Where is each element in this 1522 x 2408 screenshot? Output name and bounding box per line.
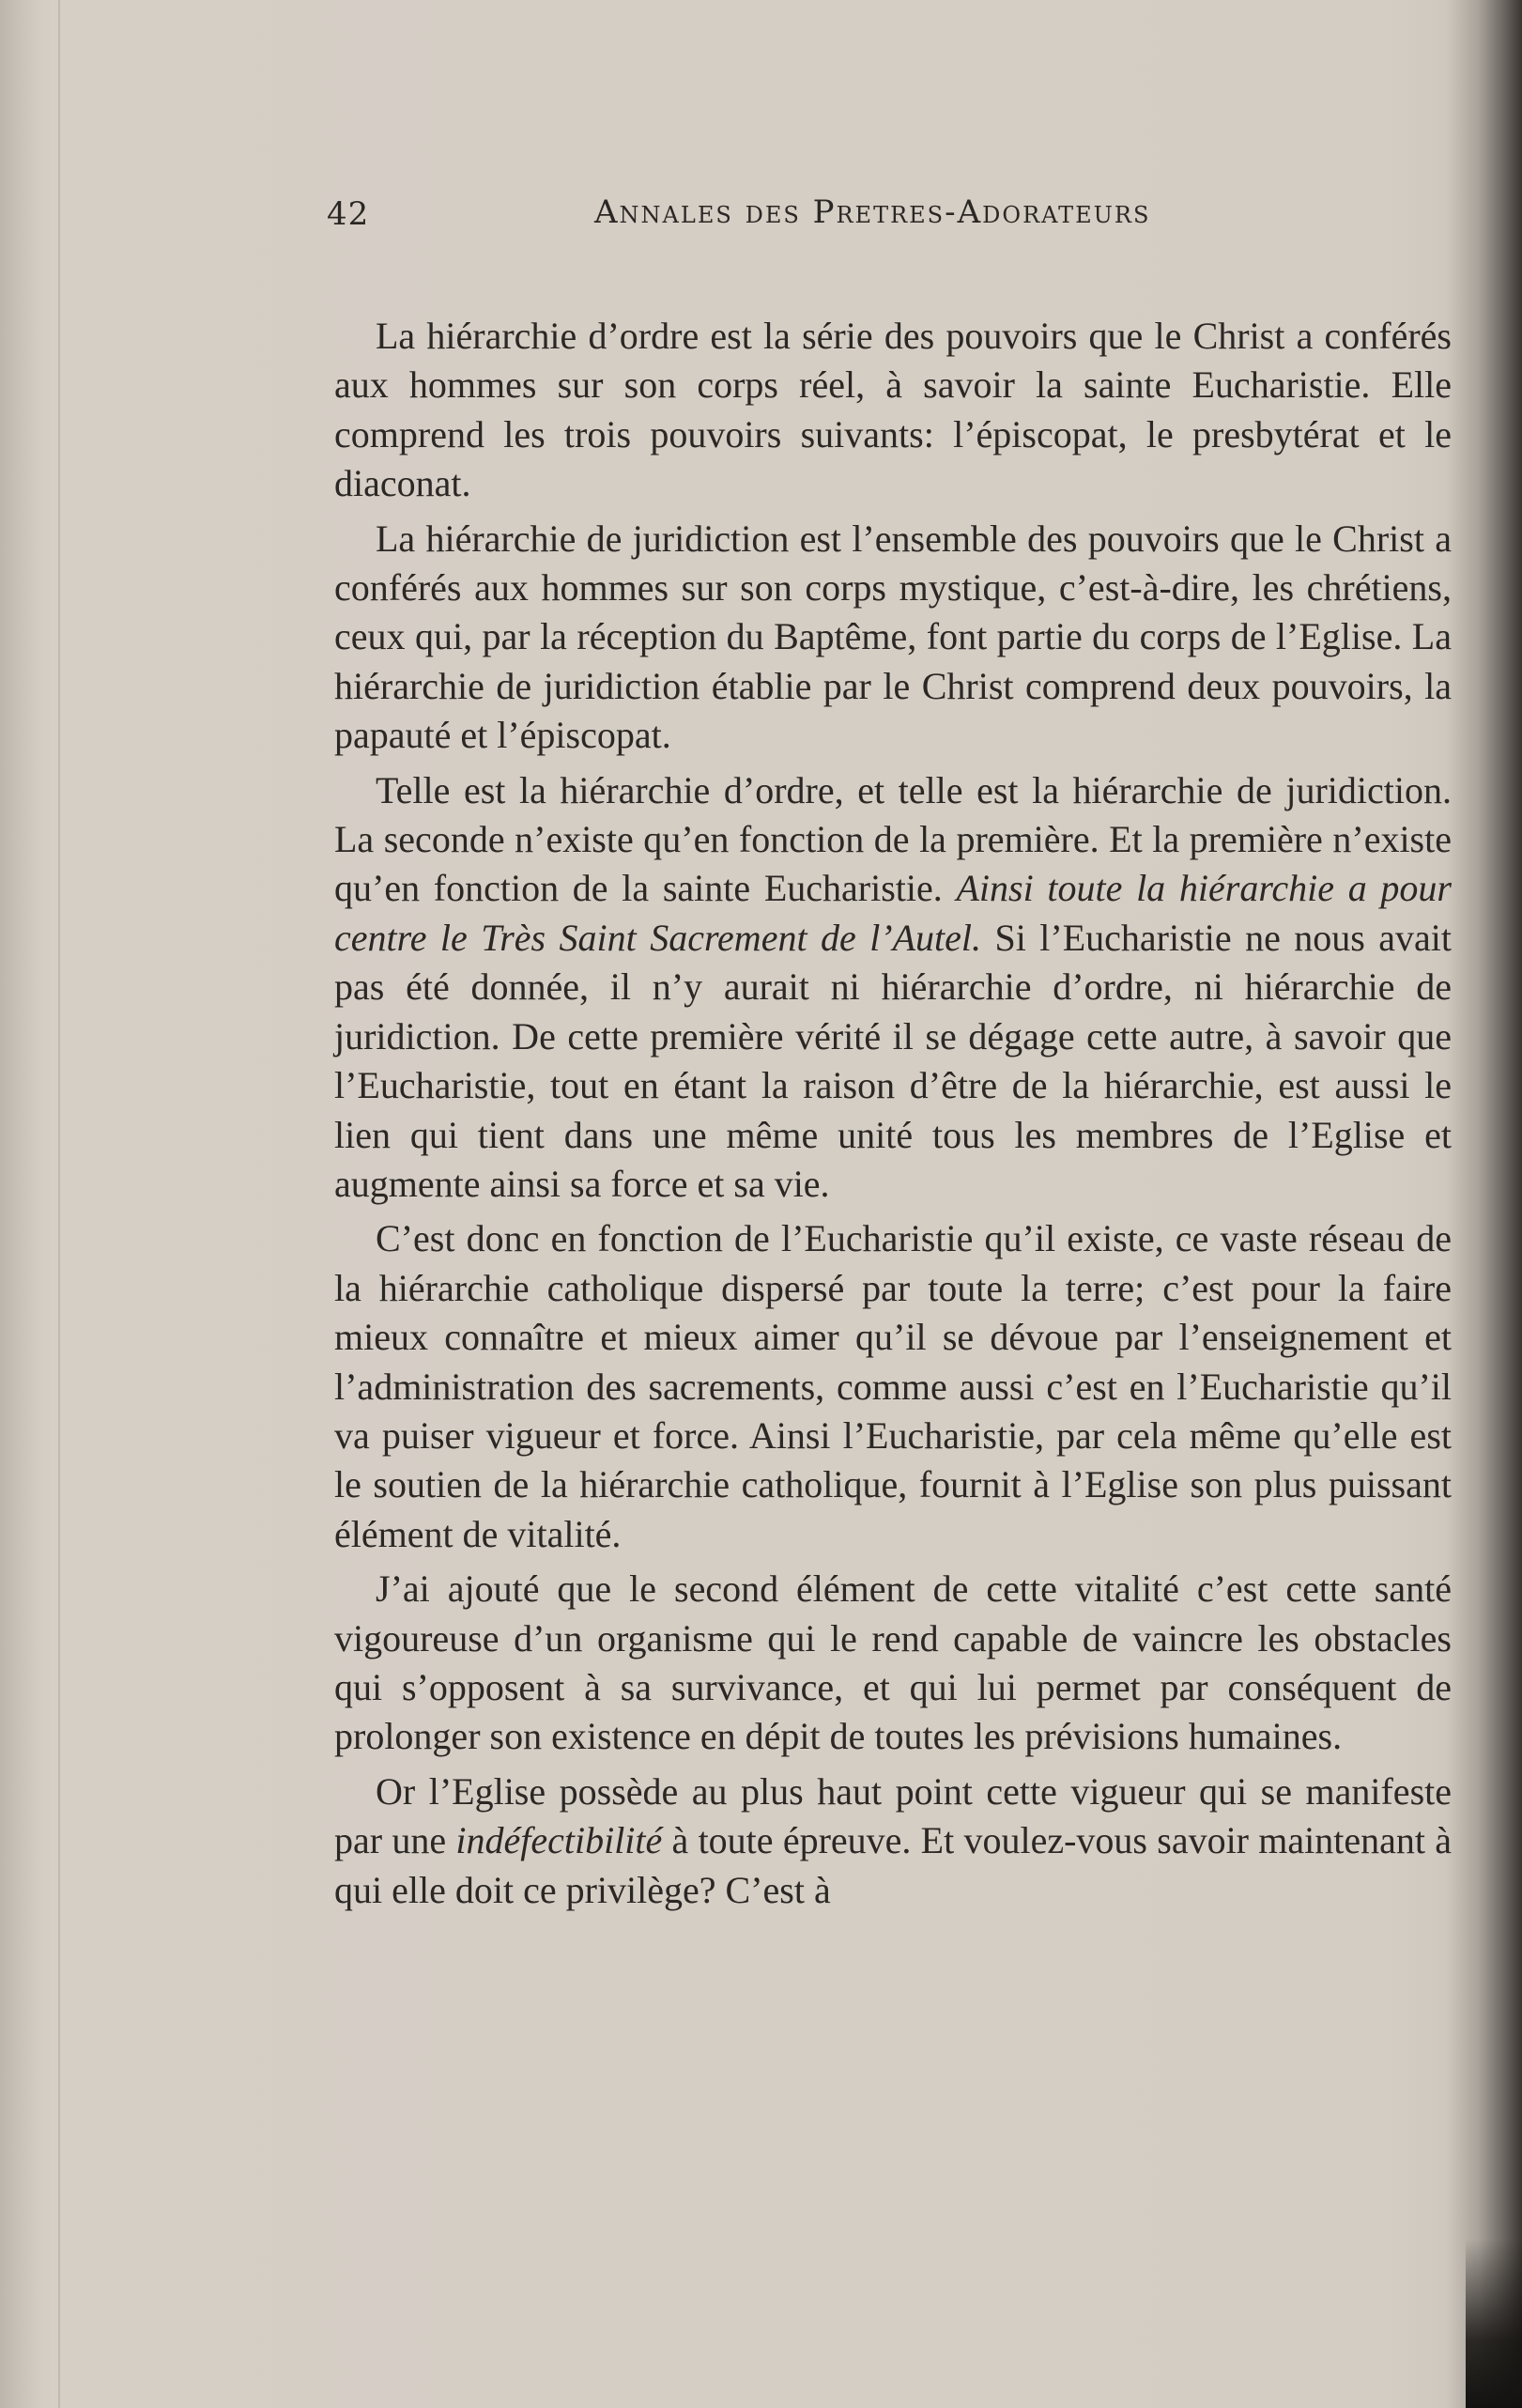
paragraph-text: C’est donc en fonction de l’Eucharistie qu’il existe, ce vaste réseau de la hiérarchie catholique dispersé par toute la terre; c’est pour la faire mieux connaître et mieux aimer qu’il se dévoue par l’enseignement et l’administration des sacrements, comme aussi c’est en l’Eucharistie qu’il va puiser vigueur et force. Ainsi l’Eucharistie, par cela même qu’elle est le soutien de la hiérarchie catholique, fournit à l’Eglise son plus puissant élément de vitalité. (334, 1217, 1452, 1555)
paragraph-text: La hiérarchie d’ordre est la série des pouvoirs que le Christ a conférés aux hommes sur son corps réel, à savoir la sainte Eucharistie. Elle comprend les trois pouvoirs suivants: l’épiscopat, le presbytérat et le diaconat. (334, 315, 1452, 505)
running-head: Annales des Pretres-Adorateurs (594, 193, 1151, 231)
body-text (334, 312, 1452, 1921)
italic-emphasis: indéfectibilité (455, 1819, 663, 1862)
paragraph (334, 515, 1452, 761)
paragraph-text: La hiérarchie de juridiction est l’ensemble des pouvoirs que le Christ a conférés aux hommes sur son corps mystique, c’est-à-dire, les chrétiens, ceux qui, par la réception du Baptême, font partie du corps de l’Eglise. La hiérarchie de juridiction établie par le Christ comprend deux pouvoirs, la papauté et l’épiscopat. (334, 517, 1452, 757)
italic-emphasis: Ainsi toute la hiérarchie a pour centre le Très Saint Sacrement de l’Autel. (334, 867, 1452, 959)
paragraph (334, 1565, 1452, 1762)
paragraph-text: Si l’Eucharistie ne nous avait pas été donnée, il n’y aurait ni hiérarchie d’ordre, ni hiérarchie de juridiction. De cette première vérité il se dégage cette autre, à savoir que l’Eucharistie, tout en étant la raison d’être de la hiérarchie, est aussi le lien qui tient dans une même unité tous les membres de l’Eglise et augmente ainsi sa force et sa vie. (334, 916, 1452, 1205)
gutter-line (58, 0, 60, 2408)
paragraph-text: J’ai ajouté que le second élément de cette vitalité c’est cette santé vigoureuse d’un organisme qui le rend capable de vaincre les obstacles qui s’opposent à sa survivance, et qui lui permet par conséquent de prolonger son existence en dépit de toutes les prévisions humaines. (334, 1567, 1452, 1758)
paragraph-text: Telle est la hiérarchie d’ordre, et telle est la hiérarchie de juridiction. La seconde n’existe qu’en fonction de la première. Et la première n’existe qu’en fonction de la sainte Eucharistie. (334, 768, 1452, 910)
paragraph (334, 766, 1452, 1210)
paragraph (334, 1767, 1452, 1915)
paragraph-text: à toute épreuve. Et voulez-vous savoir maintenant à qui elle doit ce privilège? C’est à (334, 1819, 1452, 1911)
paragraph-text: Or l’Eglise possède au plus haut point cette vigueur qui se manifeste par une (334, 1769, 1452, 1862)
page-header (327, 188, 1453, 244)
page-edge-shadow (1466, 2239, 1522, 2408)
page-number: 42 (327, 195, 370, 233)
paragraph (334, 312, 1452, 509)
paragraph (334, 1214, 1452, 1559)
